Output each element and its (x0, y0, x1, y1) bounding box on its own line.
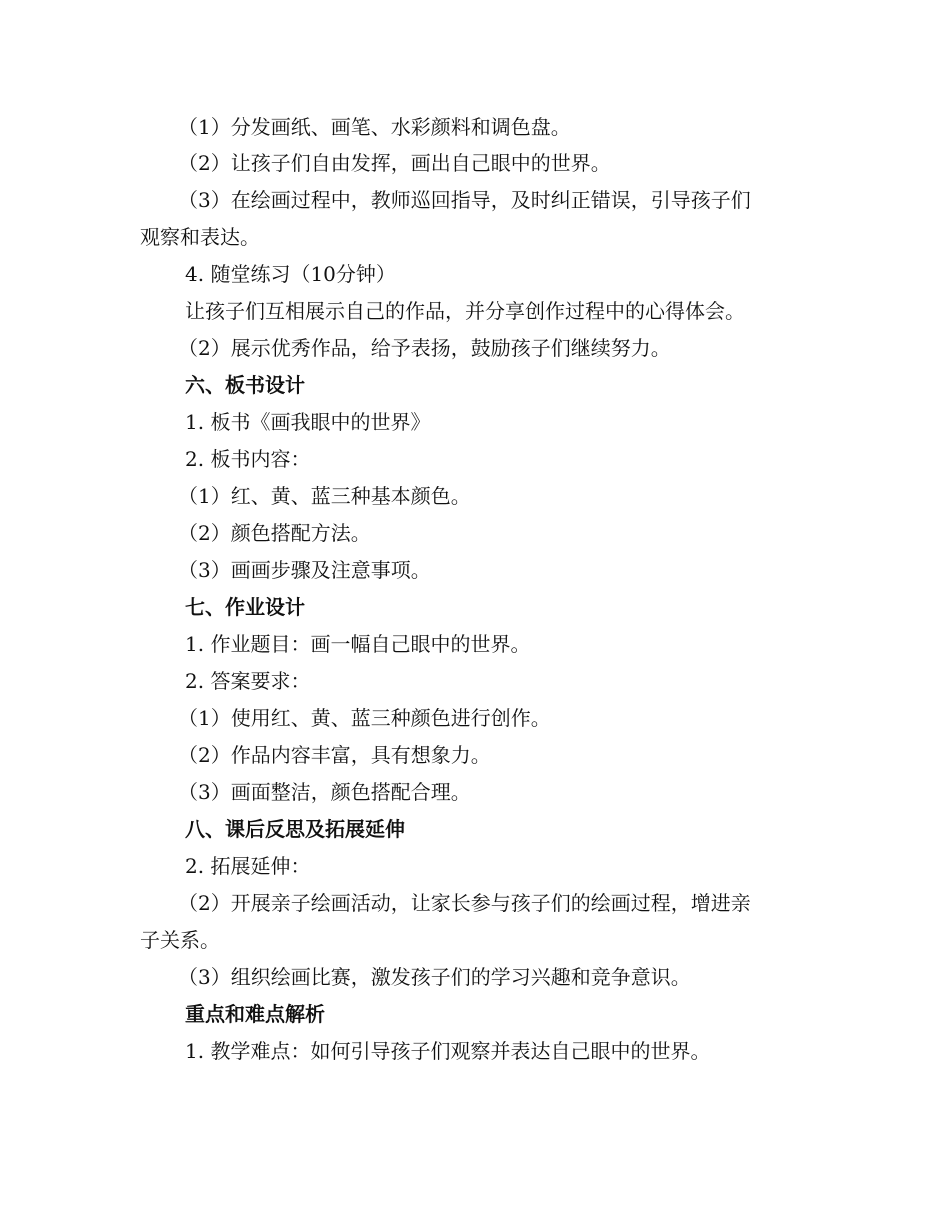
text-line: （3）组织绘画比赛，激发孩子们的学习兴趣和竞争意识。 (178, 965, 691, 989)
text-line: （1）使用红、黄、蓝三种颜色进行创作。 (178, 706, 551, 730)
text-line: 1. 作业题目：画一幅自己眼中的世界。 (185, 632, 531, 656)
section-heading: 重点和难点解析 (185, 1002, 325, 1026)
text-line: 4. 随堂练习（10分钟） (185, 262, 396, 286)
text-line: （1）分发画纸、画笔、水彩颜料和调色盘。 (178, 115, 571, 139)
text-line: 1. 板书《画我眼中的世界》 (185, 410, 431, 434)
text-line: （2）让孩子们自由发挥，画出自己眼中的世界。 (178, 151, 611, 175)
text-line: 2. 拓展延伸： (185, 854, 311, 878)
text-line: （1）红、黄、蓝三种基本颜色。 (178, 484, 471, 508)
text-line: （3）画面整洁，颜色搭配合理。 (178, 780, 471, 804)
text-line: （2）展示优秀作品，给予表扬，鼓励孩子们继续努力。 (178, 336, 671, 360)
text-line: （3）在绘画过程中，教师巡回指导，及时纠正错误，引导孩子们 (178, 188, 751, 212)
section-heading: 六、板书设计 (185, 373, 305, 397)
text-line: （2）作品内容丰富，具有想象力。 (178, 743, 491, 767)
section-heading: 七、作业设计 (185, 595, 305, 619)
text-line: （3）画画步骤及注意事项。 (178, 558, 431, 582)
text-line: 观察和表达。 (140, 225, 260, 249)
text-line: 2. 答案要求： (185, 669, 311, 693)
section-heading: 八、课后反思及拓展延伸 (185, 817, 405, 841)
text-line: 2. 板书内容： (185, 447, 311, 471)
text-line: （2）颜色搭配方法。 (178, 521, 371, 545)
text-line: （2）开展亲子绘画活动，让家长参与孩子们的绘画过程，增进亲 (178, 891, 751, 915)
text-line: 让孩子们互相展示自己的作品，并分享创作过程中的心得体会。 (185, 299, 745, 323)
text-line: 子关系。 (140, 928, 220, 952)
text-line: 1. 教学难点：如何引导孩子们观察并表达自己眼中的世界。 (185, 1039, 711, 1063)
